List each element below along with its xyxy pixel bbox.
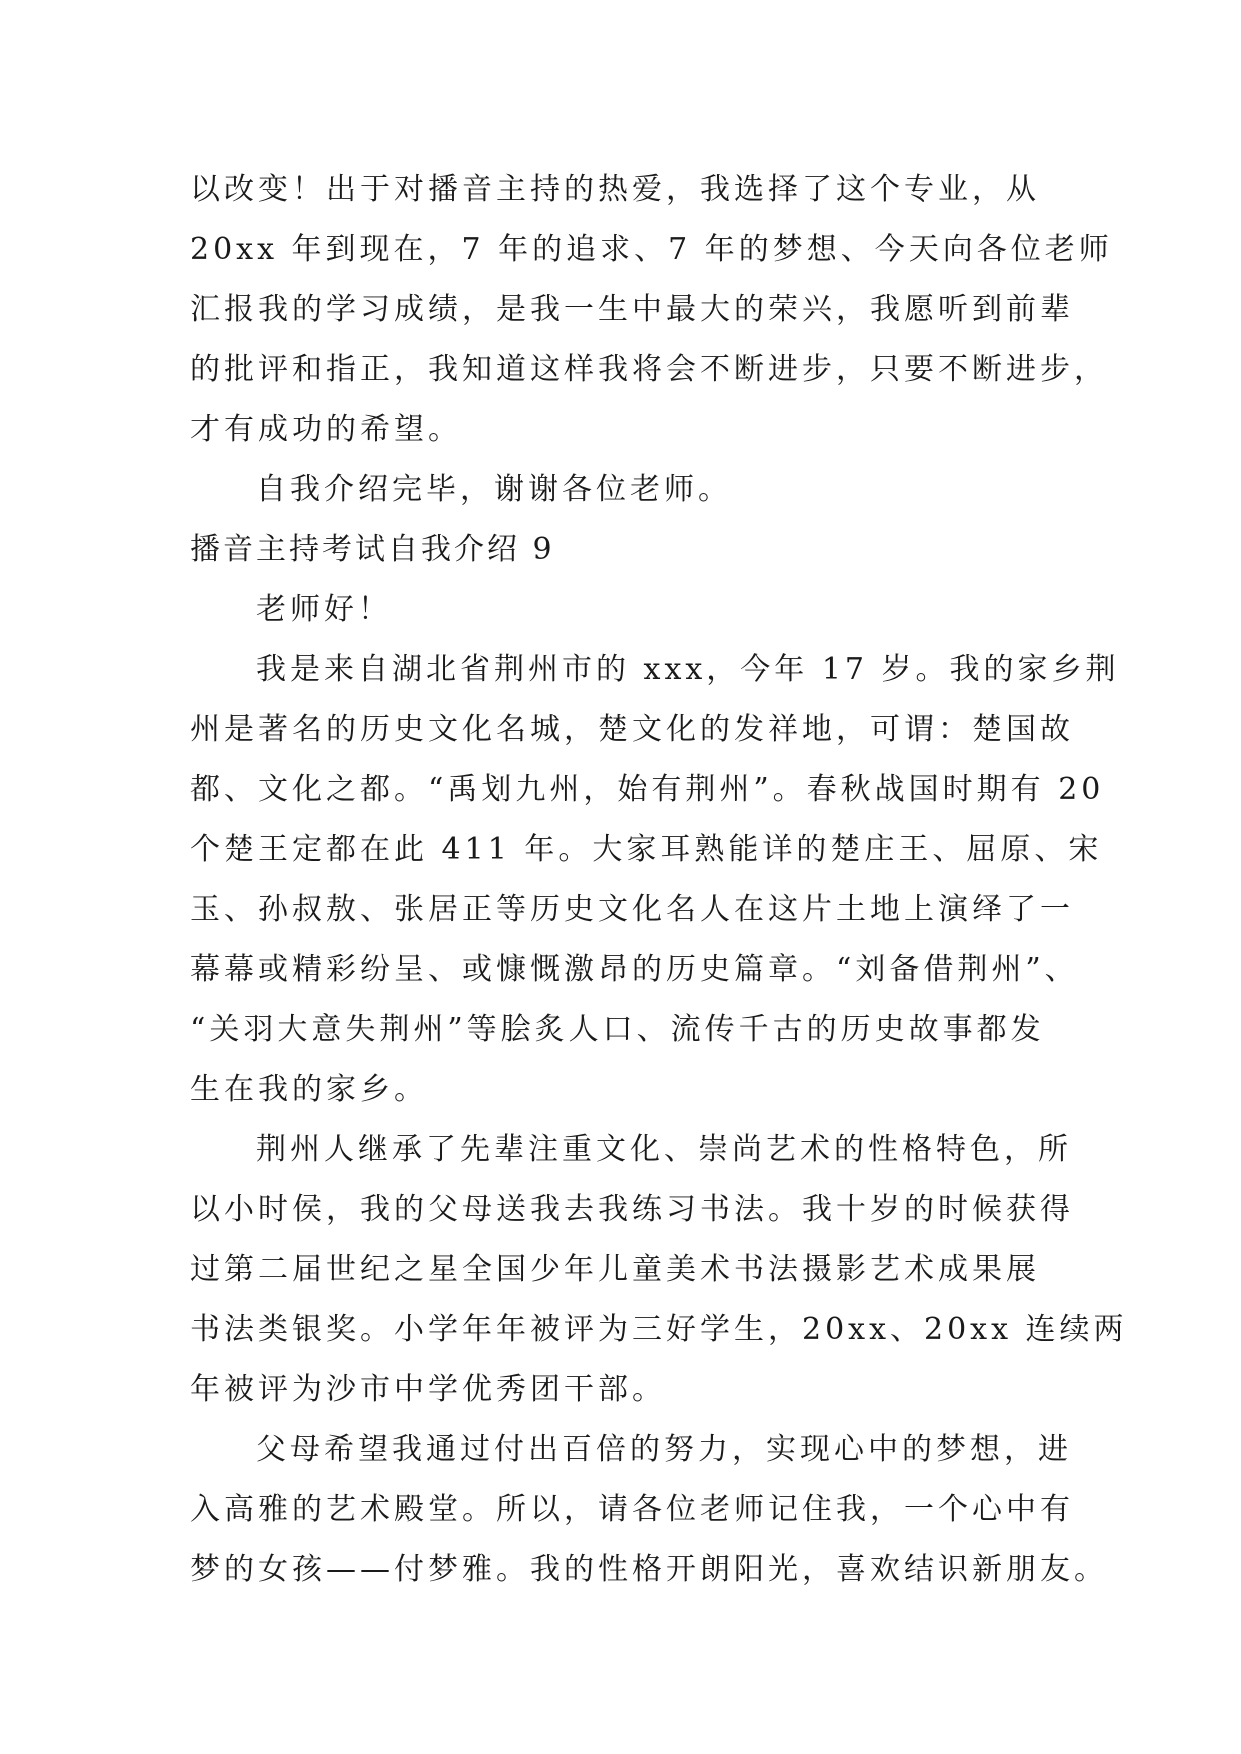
text-line: 荆州人继承了先辈注重文化、崇尚艺术的性格特色，所	[256, 1132, 1072, 1167]
paragraph	[190, 580, 1060, 640]
text-line: 梦的女孩——付梦雅。我的性格开朗阳光，喜欢结识新朋友。	[190, 1552, 1108, 1587]
text-line: 州是著名的历史文化名城，楚文化的发祥地，可谓：楚国故	[190, 712, 1074, 747]
text-line: 才有成功的希望。	[190, 412, 462, 447]
text-line: 个楚王定都在此 411 年。大家耳熟能详的楚庄王、屈原、宋	[190, 832, 1103, 867]
text-line: 生在我的家乡。	[190, 1072, 428, 1107]
section-title	[190, 520, 1060, 580]
text-line: 年被评为沙市中学优秀团干部。	[190, 1372, 666, 1407]
text-line: 20xx 年到现在，7 年的追求、7 年的梦想、今天向各位老师	[190, 232, 1113, 267]
text-line: 自我介绍完毕，谢谢各位老师。	[256, 472, 732, 507]
paragraph	[190, 1420, 1108, 1600]
text-line: 汇报我的学习成绩，是我一生中最大的荣兴，我愿听到前辈	[190, 292, 1074, 327]
text-line: 入高雅的艺术殿堂。所以，请各位老师记住我，一个心中有	[190, 1492, 1074, 1527]
text-line: 父母希望我通过付出百倍的努力，实现心中的梦想，进	[256, 1432, 1072, 1467]
section-title-text: 播音主持考试自我介绍 9	[190, 532, 555, 567]
text-line: 玉、孙叔敖、张居正等历史文化名人在这片土地上演绎了一	[190, 892, 1074, 927]
text-line: 的批评和指正，我知道这样我将会不断进步，只要不断进步，	[190, 352, 1108, 387]
document-body	[190, 160, 1128, 1600]
text-line: 过第二届世纪之星全国少年儿童美术书法摄影艺术成果展	[190, 1252, 1040, 1287]
paragraph	[190, 160, 1113, 460]
text-line: 以改变！出于对播音主持的热爱，我选择了这个专业，从	[190, 172, 1040, 207]
text-line: 幕幕或精彩纷呈、或慷慨激昂的历史篇章。“刘备借荆州”、	[190, 952, 1079, 987]
text-line: 以小时侯，我的父母送我去我练习书法。我十岁的时候获得	[190, 1192, 1074, 1227]
paragraph	[190, 640, 1120, 1120]
text-line: “关羽大意失荆州”等脍炙人口、流传千古的历史故事都发	[190, 1012, 1045, 1047]
text-line: 我是来自湖北省荆州市的 xxx，今年 17 岁。我的家乡荆	[256, 652, 1120, 687]
paragraph	[190, 1120, 1128, 1420]
text-line: 老师好！	[256, 592, 392, 627]
text-line: 都、文化之都。“禹划九州，始有荆州”。春秋战国时期有 20	[190, 772, 1105, 807]
text-line: 书法类银奖。小学年年被评为三好学生，20xx、20xx 连续两	[190, 1312, 1128, 1347]
paragraph	[190, 460, 1060, 520]
